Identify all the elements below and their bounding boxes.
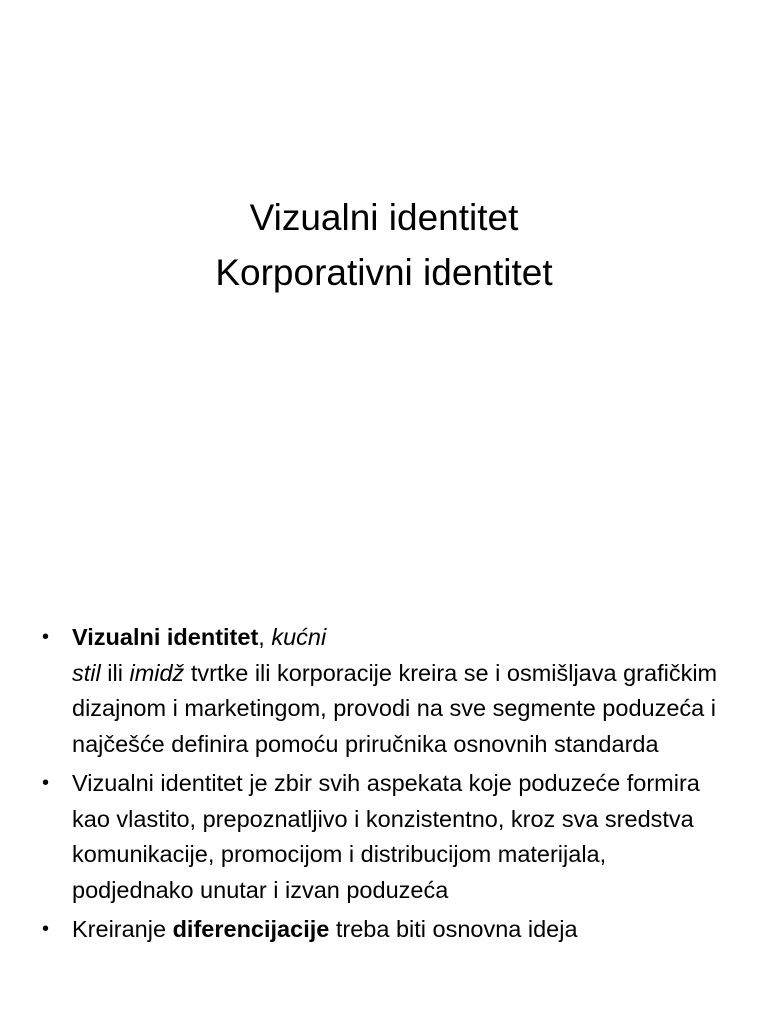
text: , xyxy=(258,624,272,650)
bold-term: Vizualni identitet xyxy=(72,624,259,650)
text: Vizualni identitet je zbir svih aspekata koje poduzeće formira kao vlastito, prepoznatljivo i konzistentno, kroz sva sredstva komunikacije, promocijom i distribucijom materijala, podjednako unutar i izvan poduzeća xyxy=(72,770,700,903)
text: tvrtke ili korporacije kreira se i osmišljava grafičkim dizajnom i marketingom, provodi na sve segmente poduzeća i najčešće definira pomoću priručnika osnovnih standarda xyxy=(72,659,718,757)
bold-term: diferencijacije xyxy=(172,916,330,942)
bullet-item-1 xyxy=(42,620,732,762)
bullet-dot-icon: • xyxy=(42,918,50,940)
slide-title xyxy=(0,190,768,300)
title-line-1: Vizualni identitet xyxy=(249,197,519,238)
bullet-list xyxy=(42,620,732,952)
bullet-item-3 xyxy=(42,912,732,948)
text: ili xyxy=(100,659,130,686)
title-line-2: Korporativni identitet xyxy=(215,252,553,293)
text: Kreiranje xyxy=(72,916,173,942)
italic-term: stil xyxy=(72,659,101,686)
bullet-item-2 xyxy=(42,766,732,908)
italic-term: imidž xyxy=(129,659,185,686)
text: treba biti osnovna ideja xyxy=(329,916,578,942)
bullet-dot-icon: • xyxy=(42,626,50,648)
italic-term: kućni xyxy=(271,624,327,650)
bullet-dot-icon: • xyxy=(42,772,50,794)
